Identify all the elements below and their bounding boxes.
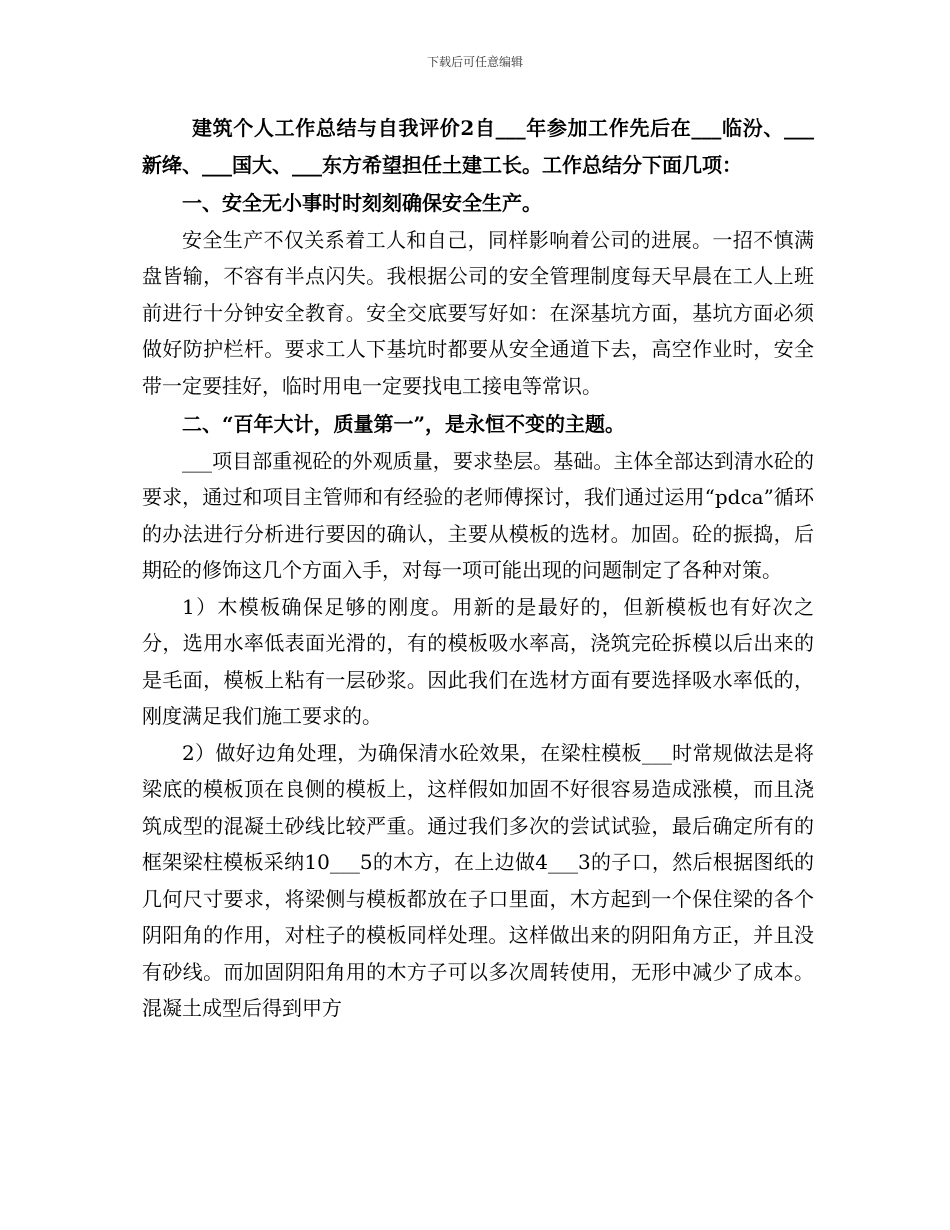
list-item-1: 1）木模板确保足够的刚度。用新的是最好的，但新模板也有好次之分，选用水率低表面光滑的，有的模板吸水率高，浇筑完砼拆模以后出来的是毛面，模板上粘有一层砂浆。因此我们在选材方面有要选择吸水率低的，刚度满足我们施工要求的。	[142, 594, 814, 728]
section-2-paragraph: ___项目部重视砼的外观质量，要求垫层。基础。主体全部达到清水砼的要求，通过和项目主管师和有经验的老师傅探讨，我们通过运用“pdca”循环的办法进行分析进行要因的确认，主要从模板的选材。加固。砼的振捣，后期砼的修饰这几个方面入手，对每一项可能出现的问题制定了各种对策。	[142, 448, 814, 582]
section-1-heading: 一、安全无小事时时刻刻确保安全生产。	[182, 191, 542, 215]
section-1-paragraph: 安全生产不仅关系着工人和自己，同样影响着公司的进展。一招不慎满盘皆输，不容有半点闪失。我根据公司的安全管理制度每天早晨在工人上班前进行十分钟安全教育。安全交底要写好如：在深基坑方面，基坑方面必须做好防护栏杆。要求工人下基坑时都要从安全通道下去，高空作业时，安全带一定要挂好，临时用电一定要找电工接电等常识。	[142, 227, 814, 398]
section-2-heading: 二、“百年大计，质量第一”，是永恒不变的主题。	[182, 412, 626, 436]
list-item-2: 2）做好边角处理，为确保清水砼效果，在梁柱模板___时常规做法是将梁底的模板顶在良侧的模板上，这样假如加固不好很容易造成涨模，而且浇筑成型的混凝土砂线比较严重。通过我们多次的尝试试验，最后确定所有的框架梁柱模板采纳10___5的木方，在上边做4___3的子口，然后根据图纸的几何尺寸要求，将梁侧与模板都放在子口里面，木方起到一个保住梁的各个阴阳角的作用，对柱子的模板同样处理。这样做出来的阴阳角方正，并且没有砂线。而加固阴阳角用的木方子可以多次周转使用，无形中减少了成本。混凝土成型后得到甲方	[142, 740, 814, 1020]
document-title: 建筑个人工作总结与自我评价2自___年参加工作先后在___临汾、___新绛、___国大、___东方希望担任土建工长。工作总结分下面几项：	[142, 116, 814, 177]
page-header-note: 下载后可任意编辑	[426, 55, 523, 69]
document-body	[142, 110, 814, 1027]
